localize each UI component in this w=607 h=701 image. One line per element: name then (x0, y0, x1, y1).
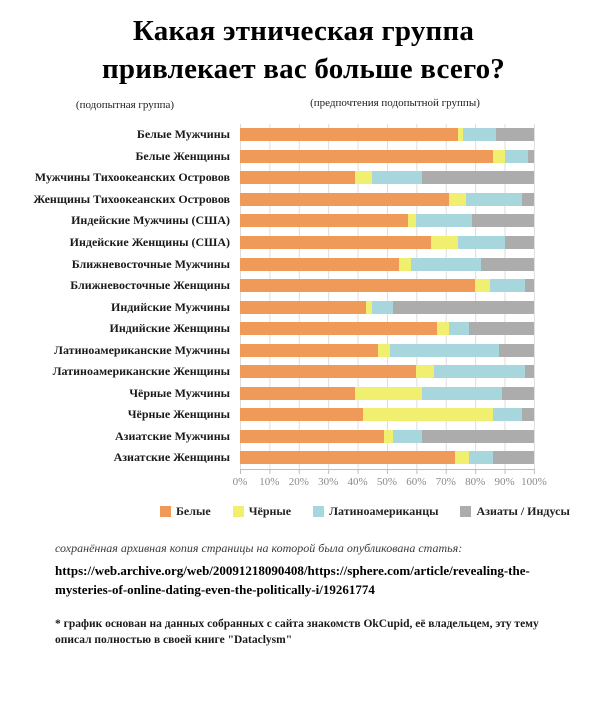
x-axis-labels (0, 476, 607, 490)
category-label: Белые Женщины (135, 148, 230, 163)
bar-segment (525, 279, 534, 292)
category-label: Индийские Мужчины (110, 299, 230, 314)
bar-segment (240, 365, 416, 378)
bar-segment (437, 322, 449, 335)
chart-row (0, 232, 607, 254)
category-label: Индейские Женщины (США) (69, 235, 230, 249)
bar-segment (240, 387, 355, 400)
legend-swatch-icon (160, 506, 171, 517)
chart-row (0, 426, 607, 448)
bar-segment (525, 365, 534, 378)
legend-item (233, 504, 291, 519)
legend-label: Белые (176, 503, 211, 518)
axis-header-preferences: (предпочтения подопытной группы) (310, 97, 480, 109)
bar-segment (416, 214, 472, 227)
page-title (0, 12, 607, 88)
bar-segment (411, 258, 482, 271)
bar-area (240, 430, 534, 443)
stacked-bar (240, 258, 534, 271)
category-label: Азиатские Женщины (113, 450, 230, 465)
stacked-bar (240, 344, 534, 357)
category-label: Ближневосточные Женщины (70, 278, 230, 293)
bar-segment (505, 150, 529, 163)
bar-area (240, 322, 534, 335)
chart-row (0, 447, 607, 469)
legend-label: Азиаты / Индусы (476, 503, 570, 518)
bar-segment (490, 279, 525, 292)
bar-segment (240, 214, 408, 227)
bar-area (240, 344, 534, 357)
category-label: Мужчины Тихоокеанских Островов (34, 170, 230, 185)
bar-segment (449, 322, 470, 335)
stacked-bar (240, 408, 534, 421)
bar-segment (393, 301, 534, 314)
category-label: Чёрные Мужчины (129, 385, 230, 400)
chart-row (0, 318, 607, 340)
bar-segment (434, 365, 525, 378)
chart-row (0, 383, 607, 405)
legend-label: Латиноамериканцы (329, 503, 439, 518)
bar-segment (502, 387, 534, 400)
category-label: Чёрные Женщины (127, 407, 230, 422)
bar-segment (499, 344, 534, 357)
bar-segment (355, 387, 423, 400)
chart-row (0, 189, 607, 211)
stacked-bar (240, 150, 534, 163)
chart-row (0, 124, 607, 146)
x-tick-label: 20% (288, 476, 309, 488)
x-tick-label: 70% (435, 476, 456, 488)
legend-item (313, 504, 438, 519)
bar-segment (240, 236, 431, 249)
bar-segment (372, 301, 393, 314)
chart-row (0, 339, 607, 361)
legend-swatch-icon (460, 506, 471, 517)
stacked-bar (240, 430, 534, 443)
x-tick-label: 80% (465, 476, 486, 488)
legend-item (460, 504, 569, 519)
bar-segment (363, 408, 492, 421)
bar-segment (240, 279, 475, 292)
category-label: Индейские Мужчины (США) (71, 213, 230, 228)
bar-segment (422, 430, 534, 443)
stacked-bar (240, 279, 534, 292)
bar-area (240, 214, 534, 227)
stacked-bar (240, 214, 534, 227)
bar-segment (455, 451, 470, 464)
bar-segment (240, 344, 378, 357)
x-tick-label: 50% (376, 476, 398, 488)
chart-row (0, 275, 607, 297)
bar-segment (469, 451, 493, 464)
bar-segment (416, 365, 434, 378)
bar-segment (431, 236, 457, 249)
bar-segment (240, 258, 399, 271)
stacked-bar (240, 387, 534, 400)
legend-swatch-icon (313, 506, 324, 517)
bar-area (240, 451, 534, 464)
stacked-bar (240, 128, 534, 141)
bar-segment (240, 301, 366, 314)
bar-area (240, 236, 534, 249)
bar-segment (240, 193, 449, 206)
bar-segment (378, 344, 390, 357)
bar-segment (466, 193, 522, 206)
bar-segment (496, 128, 534, 141)
bar-segment (422, 171, 534, 184)
legend-swatch-icon (233, 506, 244, 517)
stacked-bar (240, 193, 534, 206)
stacked-bar (240, 451, 534, 464)
chart-row (0, 253, 607, 275)
bar-segment (493, 451, 534, 464)
bar-area (240, 258, 534, 271)
bar-segment (240, 430, 384, 443)
title-line-1: Какая этническая группа (132, 15, 475, 47)
x-axis-tickmarks (240, 469, 535, 474)
chart-row (0, 361, 607, 383)
bar-segment (408, 214, 417, 227)
x-tick-label: 90% (494, 476, 515, 488)
bar-segment (528, 150, 534, 163)
x-tick-label: 100% (521, 476, 547, 488)
bar-segment (469, 322, 534, 335)
bar-segment (240, 322, 437, 335)
axis-header-group: (подопытная группа) (75, 99, 175, 111)
bar-segment (240, 451, 455, 464)
legend-item (160, 504, 211, 519)
bar-segment (481, 258, 534, 271)
x-tick-label: 40% (347, 476, 368, 488)
bar-segment (463, 128, 495, 141)
bar-segment (522, 408, 534, 421)
bar-area (240, 365, 534, 378)
bar-area (240, 279, 534, 292)
bar-segment (475, 279, 490, 292)
category-label: Индийские Женщины (109, 321, 230, 336)
stacked-bar (240, 236, 534, 249)
x-tick-label: 10% (259, 476, 280, 488)
chart-rows (0, 124, 607, 469)
stacked-bar (240, 171, 534, 184)
bar-segment (240, 128, 458, 141)
bar-area (240, 408, 534, 421)
bar-segment (372, 171, 422, 184)
stacked-bar (240, 301, 534, 314)
category-label: Белые Мужчины (136, 127, 230, 142)
bar-segment (355, 171, 373, 184)
category-label: Женщины Тихоокеанских Островов (33, 191, 230, 206)
chart-row (0, 167, 607, 189)
bar-segment (240, 171, 355, 184)
chart-legend (160, 503, 570, 519)
archive-url: https://web.archive.org/web/20091218090408/https://sphere.com/article/revealing-the-mysteries-of-online-dating-even-the-politically-i/19261774 (55, 563, 530, 597)
chart-row (0, 404, 607, 426)
chart-row (0, 210, 607, 232)
category-label: Латиноамериканские Мужчины (54, 342, 230, 357)
archive-note: сохранённая архивная копия страницы на которой была опубликована статья: (55, 541, 463, 555)
bar-segment (449, 193, 467, 206)
title-line-2: привлекает вас больше всего? (102, 53, 505, 85)
chart-row (0, 296, 607, 318)
bar-segment (384, 430, 393, 443)
x-tick-label: 60% (406, 476, 427, 488)
bar-area (240, 301, 534, 314)
x-tick-label: 30% (318, 476, 339, 488)
category-label: Латиноамериканские Женщины (52, 364, 230, 379)
bar-area (240, 171, 534, 184)
bar-segment (493, 408, 522, 421)
bar-segment (240, 150, 493, 163)
bar-area (240, 128, 534, 141)
bar-segment (393, 430, 422, 443)
bar-segment (390, 344, 499, 357)
chart-row (0, 146, 607, 168)
bar-segment (522, 193, 534, 206)
category-label: Азиатские Мужчины (115, 428, 230, 443)
bar-area (240, 387, 534, 400)
category-label: Ближневосточные Мужчины (71, 256, 230, 271)
bar-area (240, 150, 534, 163)
bar-segment (422, 387, 501, 400)
bar-area (240, 193, 534, 206)
stacked-bar (240, 322, 534, 335)
bar-segment (399, 258, 411, 271)
legend-label: Чёрные (248, 503, 292, 518)
source-footnote: * график основан на данных собранных с сайта знакомств OkCupid, её владельцем, эту тему описал полностью в своей книге "Dataclysm" (55, 618, 539, 646)
stacked-bar (240, 365, 534, 378)
bar-segment (472, 214, 534, 227)
x-tick-label: 0% (232, 476, 248, 488)
bar-segment (493, 150, 505, 163)
bar-segment (458, 236, 505, 249)
bar-segment (505, 236, 534, 249)
bar-segment (240, 408, 363, 421)
